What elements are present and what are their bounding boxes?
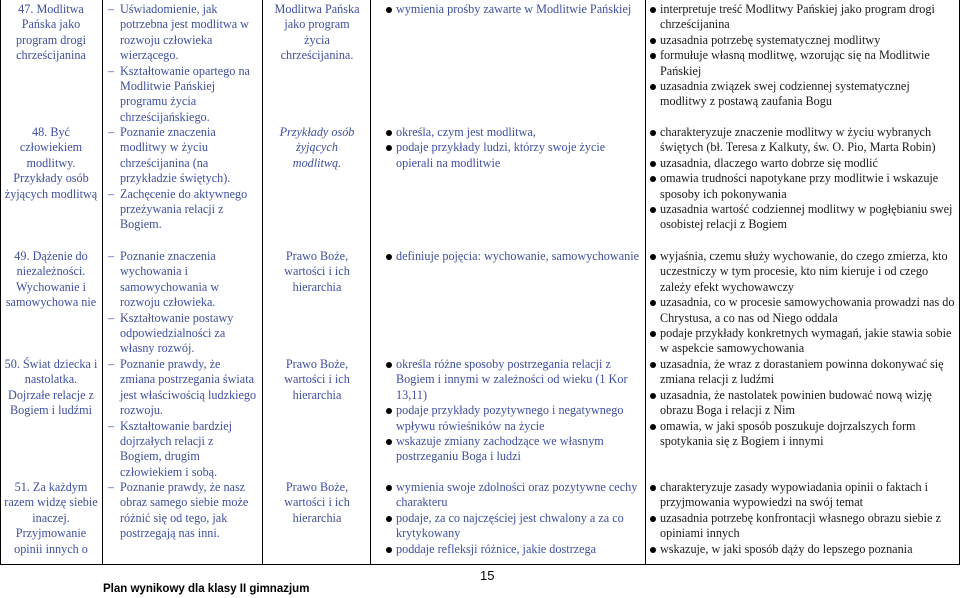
goals-cell <box>108 2 258 125</box>
achievement-item: interpretuje treść Modlitwy Pańskiej jako program drogi chrześcijanina <box>650 2 955 33</box>
requirements-cell <box>386 2 641 17</box>
requirement-item: określa różne sposoby postrzegania relacji z Bogiem i innymi w zależności od wieku (1 Kor 13,11) <box>386 357 641 403</box>
requirement-item: definiuje pojęcia: wychowanie, samowychowanie <box>386 249 641 264</box>
achievement-item: charakteryzuje zasady wypowiadania opinii o faktach i przyjmowania wypowiedzi na swój temat <box>650 480 955 511</box>
achievements-cell <box>650 480 955 557</box>
column-divider <box>645 0 646 565</box>
goal-item: – Uświadomienie, jak potrzebna jest modlitwa w rozwoju człowieka wierzącego. <box>108 2 258 64</box>
goals-cell <box>108 249 258 357</box>
achievement-item: omawia, w jaki sposób poszukuje dojrzalszych form spotykania się z Bogiem i innymi <box>650 419 955 450</box>
goal-item: – Poznanie prawdy, że nasz obraz samego siebie może różnić się od tego, jak postrzegają nas inni. <box>108 480 258 542</box>
requirement-item: określa, czym jest modlitwa, <box>386 125 641 140</box>
achievement-item: wyjaśnia, czemu służy wychowanie, do czego zmierza, kto uczestniczy w tym procesie, kto nim kieruje i od czego zależy efekt wychowawczy <box>650 249 955 295</box>
content-cell: Prawo Boże, wartości i ich hierarchia <box>284 480 350 525</box>
requirements-cell <box>386 480 641 557</box>
goals-cell <box>108 357 258 480</box>
goal-item: – Kształtowanie opartego na Modlitwie Pańskiej programu życia chrześcijańskiego. <box>108 64 258 126</box>
requirement-item: wymienia prośby zawarte w Modlitwie Pańskiej <box>386 2 641 17</box>
achievement-item: uzasadnia, dlaczego warto dobrze się modlić <box>650 156 955 171</box>
requirements-cell <box>386 249 641 264</box>
goal-item: – Kształtowanie postawy odpowiedzialności za własny rozwój. <box>108 311 258 357</box>
requirement-item: podaje, za co najczęściej jest chwalony a za co krytykowany <box>386 511 641 542</box>
achievements-cell <box>650 249 955 357</box>
achievement-item: uzasadnia potrzebę konfrontacji własnego obrazu siebie z opiniami innych <box>650 511 955 542</box>
achievement-item: uzasadnia wartość codziennej modlitwy w pogłębianiu swej osobistej relacji z Bogiem <box>650 202 955 233</box>
goal-item: – Zachęcenie do aktywnego przeżywania relacji z Bogiem. <box>108 187 258 233</box>
column-divider <box>262 0 263 565</box>
goal-item: – Poznanie znaczenia modlitwy w życiu chrześcijanina (na przykładzie świętych). <box>108 125 258 187</box>
requirement-item: podaje przykłady pozytywnego i negatywnego wpływu rówieśników na życie <box>386 403 641 434</box>
requirement-item: wymienia swoje zdolności oraz pozytywne cechy charakteru <box>386 480 641 511</box>
page-number: 15 <box>480 568 495 583</box>
table-border-left <box>0 0 1 565</box>
requirements-cell <box>386 125 641 171</box>
achievements-cell <box>650 125 955 233</box>
content-cell: Przykłady osób żyjących modlitwą. <box>279 125 355 170</box>
goal-item: – Kształtowanie bardziej dojrzałych relacji z Bogiem, drugim człowiekiem i sobą. <box>108 419 258 481</box>
requirement-item: podaje przykłady ludzi, którzy swoje życie opierali na modlitwie <box>386 140 641 171</box>
achievement-item: uzasadnia, że nastolatek powinien budować nową wizję obrazu Boga i relacji z Nim <box>650 388 955 419</box>
column-divider <box>102 0 103 565</box>
achievement-item: uzasadnia, co w procesie samowychowania prowadzi nas do Chrystusa, a co nas od Niego oddala <box>650 295 955 326</box>
achievement-item: uzasadnia związek swej codziennej systematycznej modlitwy z postawą zaufania Bogu <box>650 79 955 110</box>
achievements-cell <box>650 357 955 449</box>
content-cell: Modlitwa Pańska jako program życia chrześcijanina. <box>274 2 360 63</box>
topic-cell: 50. Świat dziecka i nastolatka. Dojrzałe relacje z Bogiem i ludźmi <box>4 357 98 418</box>
content-cell: Prawo Boże, wartości i ich hierarchia <box>284 357 350 402</box>
content-cell: Prawo Boże, wartości i ich hierarchia <box>284 249 350 294</box>
requirement-item: wskazuje zmiany zachodzące we własnym postrzeganiu Boga i ludzi <box>386 434 641 465</box>
requirement-item: poddaje refleksji różnice, jakie dostrzega <box>386 542 641 557</box>
goals-cell <box>108 125 258 233</box>
topic-cell: 49. Dążenie do niezależności. Wychowanie i samowychowa nie <box>5 249 97 310</box>
table-border-bottom <box>0 564 960 565</box>
achievement-item: charakteryzuje znaczenie modlitwy w życiu wybranych świętych (bł. Teresa z Kalkuty, św. O. Pio, Marta Robin) <box>650 125 955 156</box>
achievement-item: uzasadnia, że wraz z dorastaniem powinna dokonywać się zmiana relacji z ludźmi <box>650 357 955 388</box>
achievement-item: omawia trudności napotykane przy modlitwie i wskazuje sposoby ich pokonywania <box>650 171 955 202</box>
goal-item: – Poznanie prawdy, że zmiana postrzegania świata jest właściwością ludzkiego rozwoju. <box>108 357 258 419</box>
goals-cell <box>108 480 258 542</box>
requirements-cell <box>386 357 641 465</box>
column-divider <box>370 0 371 565</box>
achievements-cell <box>650 2 955 110</box>
goal-item: – Poznanie znaczenia wychowania i samowychowania w rozwoju człowieka. <box>108 249 258 311</box>
achievement-item: wskazuje, w jaki sposób dąży do lepszego poznania <box>650 542 955 557</box>
topic-cell: 47. Modlitwa Pańska jako program drogi chrześcijanina <box>15 2 87 63</box>
achievement-item: formułuje własną modlitwę, wzorując się na Modlitwie Pańskiej <box>650 48 955 79</box>
achievement-item: podaje przykłady konkretnych wymagań, jakie stawia sobie w aspekcie samowychowania <box>650 326 955 357</box>
topic-cell: 48. Być człowiekiem modlitwy. Przykłady osób żyjących modlitwą <box>4 125 98 201</box>
achievement-item: uzasadnia potrzebę systematycznej modlitwy <box>650 33 955 48</box>
document-footer: Plan wynikowy dla klasy II gimnazjum <box>103 583 310 595</box>
topic-cell: 51. Za każdym razem widzę siebie inaczej. Przyjmowanie opinii innych o <box>4 480 98 556</box>
